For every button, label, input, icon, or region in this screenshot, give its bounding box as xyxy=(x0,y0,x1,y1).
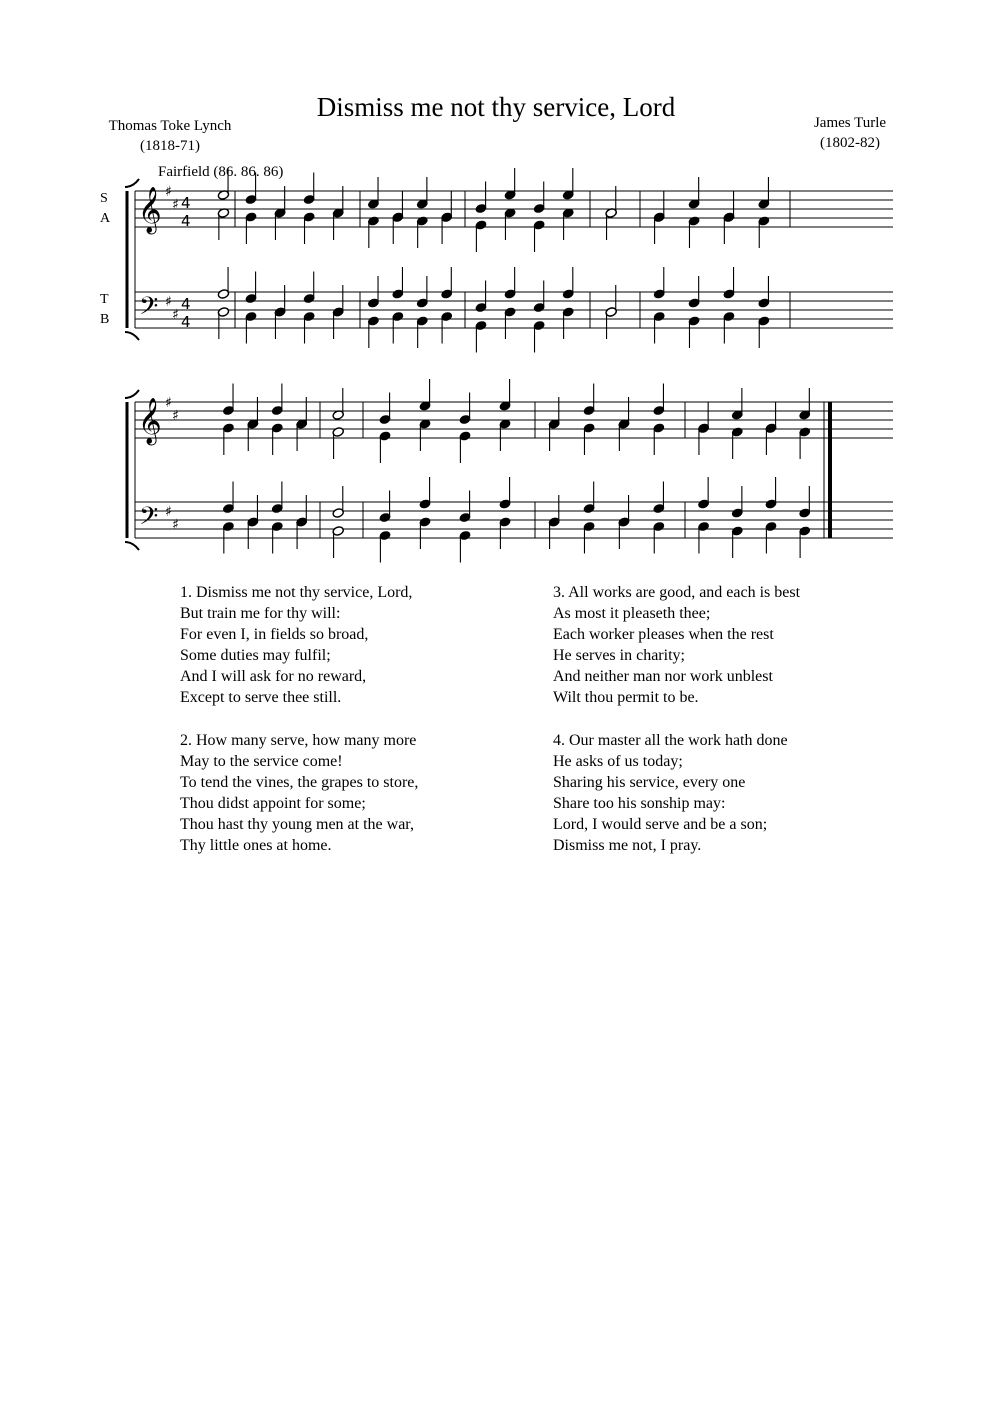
system-2-key-sharp: ♯ xyxy=(165,395,172,411)
voice-label-tenor: T xyxy=(100,292,109,307)
author-dates: (1818-71) xyxy=(140,138,200,154)
system-1-key-sharp: ♯ xyxy=(172,307,179,323)
verse-line: He asks of us today; xyxy=(553,753,683,770)
system-1-treble-clef: 𝄞 xyxy=(138,187,162,233)
system-1-brace-bottom xyxy=(125,332,139,340)
verse-line: Except to serve thee still. xyxy=(180,689,342,706)
system-1-time-signature: 4 xyxy=(181,295,191,313)
system-1-time-signature: 4 xyxy=(181,212,191,230)
system-1-key-sharp: ♯ xyxy=(165,184,172,200)
verse-line: And I will ask for no reward, xyxy=(180,668,367,685)
voice-label-alto: A xyxy=(100,211,111,226)
hymn-title: Dismiss me not thy service, Lord xyxy=(316,92,676,122)
verse-2 xyxy=(180,730,540,856)
author-name: Thomas Toke Lynch xyxy=(108,118,232,134)
verse-line: 2. How many serve, how many more xyxy=(180,732,417,749)
system-2-brace-top xyxy=(125,390,139,398)
verse-line: 1. Dismiss me not thy service, Lord, xyxy=(180,584,413,601)
verse-line: For even I, in fields so broad, xyxy=(180,626,369,643)
verse-line: Thou didst appoint for some; xyxy=(180,795,366,812)
verse-line: And neither man nor work unblest xyxy=(553,668,773,685)
voice-label-soprano: S xyxy=(100,191,108,206)
verse-3 xyxy=(553,582,913,708)
tune-name: Fairfield (86. 86. 86) xyxy=(158,164,284,180)
verse-line: As most it pleaseth thee; xyxy=(553,605,711,622)
system-2-bass-clef: 𝄢 xyxy=(139,502,159,537)
verse-line: But train me for thy will: xyxy=(180,605,341,622)
verse-line: Wilt thou permit to be. xyxy=(553,689,699,706)
verse-line: Thou hast thy young men at the war, xyxy=(180,816,414,833)
verse-line: Sharing his service, every one xyxy=(553,774,746,791)
verse-line: Share too his sonship may: xyxy=(553,795,726,812)
verse-4 xyxy=(553,730,913,856)
verse-1 xyxy=(180,582,540,708)
verse-line: He serves in charity; xyxy=(553,647,685,664)
system-1-key-sharp: ♯ xyxy=(172,197,179,213)
voice-label-bass: B xyxy=(100,312,110,327)
verse-line: Thy little ones at home. xyxy=(180,837,332,854)
verse-line: Some duties may fulfil; xyxy=(180,647,331,664)
verse-line: May to the service come! xyxy=(180,753,343,770)
composer-name: James Turle xyxy=(813,115,887,131)
system-1-brace-top xyxy=(125,179,139,187)
system-2-brace-bottom xyxy=(125,542,139,550)
system-1-key-sharp: ♯ xyxy=(165,294,172,310)
verse-line: Lord, I would serve and be a son; xyxy=(553,816,768,833)
verse-line: 3. All works are good, and each is best xyxy=(553,584,801,601)
system-2-key-sharp: ♯ xyxy=(165,504,172,520)
verse-line: Each worker pleases when the rest xyxy=(553,626,774,643)
system-2-treble-clef: 𝄞 xyxy=(138,398,162,444)
system-1-time-signature: 4 xyxy=(181,194,191,212)
music-score xyxy=(0,0,992,560)
verse-line: Dismiss me not, I pray. xyxy=(553,837,702,854)
verse-line: 4. Our master all the work hath done xyxy=(553,732,788,749)
system-2-key-sharp: ♯ xyxy=(172,408,179,424)
system-1-time-signature: 4 xyxy=(181,313,191,331)
system-1-bass-clef: 𝄢 xyxy=(139,292,159,327)
composer-dates: (1802-82) xyxy=(820,135,880,151)
system-2-key-sharp: ♯ xyxy=(172,517,179,533)
verse-line: To tend the vines, the grapes to store, xyxy=(180,774,419,791)
